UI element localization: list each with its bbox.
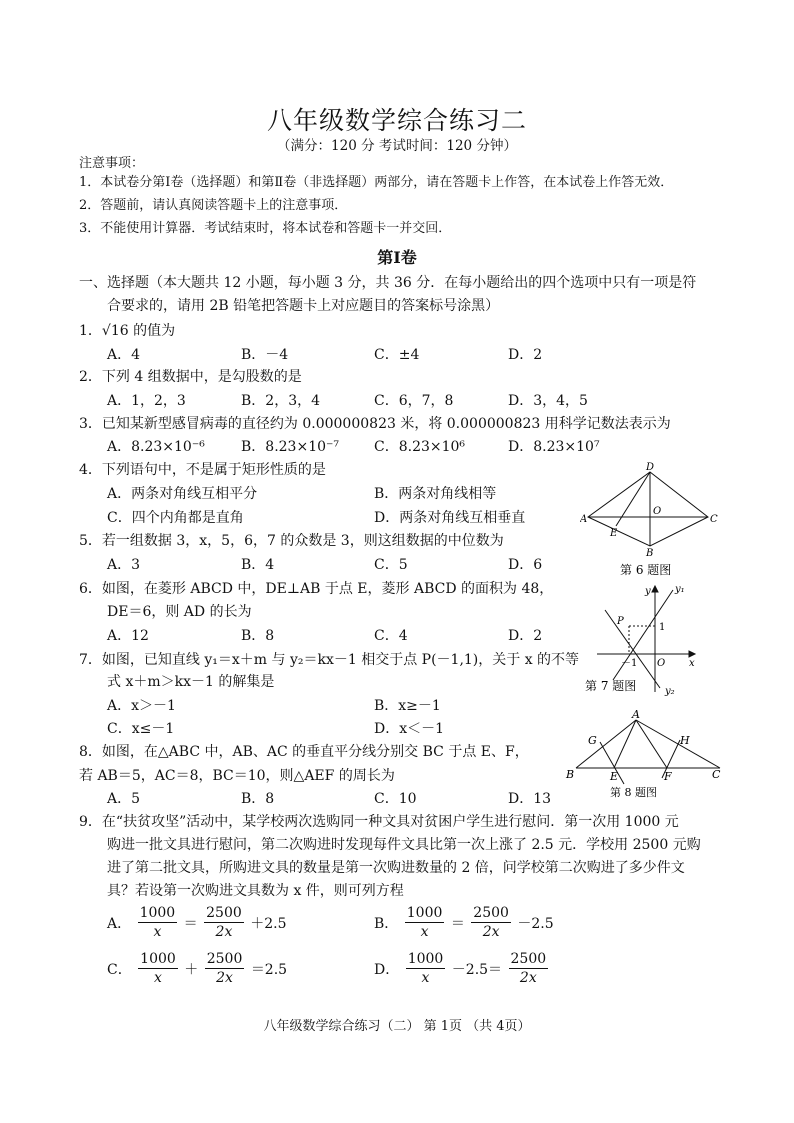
note-item-3: 3．不能使用计算器．考试结束时，将本试卷和答题卡一并交回． — [79, 221, 452, 236]
q9-option-d: D． $\frac{1000}{x}$ －2.5＝ $\frac{2500}{2x}$ — [374, 951, 547, 986]
q2-option-a: A．1，2，3 — [107, 393, 186, 409]
q9-option-c: C． $\frac{1000}{x}$ ＋ $\frac{2500}{2x}$ ＝2.5 — [107, 951, 288, 986]
segment-af — [636, 720, 667, 768]
q7-option-b: B．x≥－1 — [374, 698, 441, 714]
figure-8-triangle — [560, 706, 730, 798]
fig7-label-x: x — [689, 658, 695, 669]
rhombus-outline — [588, 472, 708, 546]
q4-option-a: A．两条对角线互相平分 — [107, 486, 258, 502]
q4-option-c: C．四个内角都是直角 — [107, 510, 244, 526]
x-axis-arrow — [689, 651, 695, 657]
fig8-label-b: B — [566, 768, 575, 781]
q9-stem-line2: 购进一批文具进行慰问，第二次购进时发现每件文具比第一次上涨了 2.5 元．学校用 2500 元购 — [107, 837, 701, 853]
figure-7-lines — [585, 580, 705, 698]
q1-option-d: D．2 — [508, 347, 543, 363]
fig8-label-e: E — [610, 770, 619, 783]
q5-option-a: A．3 — [107, 557, 141, 573]
q4-option-d: D．两条对角线互相垂直 — [374, 510, 526, 526]
q2-option-d: D．3，4，5 — [508, 393, 588, 409]
fig6-label-a: A — [580, 514, 588, 525]
note-item-1: 1．本试卷分第Ⅰ卷（选择题）和第Ⅱ卷（非选择题）两部分，请在答题卡上作答，在本试卷上作答无效． — [79, 175, 674, 190]
fig6-label-c: C — [710, 514, 718, 525]
q2-option-c: C．6，7，8 — [374, 393, 454, 409]
q3-option-b: B．8.23×10⁻⁷ — [241, 439, 340, 455]
fig8-caption: 第 8 题图 — [610, 786, 657, 798]
q4-stem: 4．下列语句中，不是属于矩形性质的是 — [79, 462, 326, 478]
q7-stem: 7．如图，已知直线 y₁＝x＋m 与 y₂＝kx－1 相交于点 P(－1,1)，关于 x 的不等 — [79, 652, 580, 668]
q6-stem: 6．如图，在菱形 ABCD 中，DE⊥AB 于点 E，菱形 ABCD 的面积为 48， — [79, 581, 554, 597]
section-intro-line2: 合要求的，请用 2B 铅笔把答题卡上对应题目的答案标号涂黑） — [107, 298, 500, 314]
q8-option-a: A．5 — [107, 791, 141, 807]
fig7-label-y2: y₂ — [665, 686, 675, 697]
fig7-label-y1: y₁ — [675, 584, 685, 595]
page-footer: 八年级数学综合练习（二） 第 1页 （共 4页） — [263, 1019, 531, 1034]
q7-stem-line2: 式 x＋m＞kx－1 的解集是 — [107, 674, 275, 690]
q2-stem: 2．下列 4 组数据中，是勾股数的是 — [79, 369, 302, 385]
q1-stem: 1．√16 的值为 — [79, 323, 176, 339]
q9-stem-line3: 进了第二批文具，所购进文具的数量是第一次购进数量的 2 倍，问学校第二次购进了多少件文 — [107, 860, 685, 876]
fig8-label-g: G — [588, 734, 597, 747]
q7-option-c: C．x≤－1 — [107, 721, 175, 737]
q9-option-b: B． $\frac{1000}{x}$ ＝ $\frac{2500}{2x}$ －2.5 — [374, 905, 554, 940]
fig6-label-b: B — [646, 548, 654, 559]
segment-ae — [614, 720, 636, 768]
fig6-label-d: D — [646, 462, 655, 473]
segment-ba — [576, 720, 636, 768]
q3-option-a: A．8.23×10⁻⁶ — [107, 439, 205, 455]
figure-6-rhombus — [580, 462, 720, 580]
fig6-caption: 第 6 题图 — [620, 563, 672, 577]
q5-stem: 5．若一组数据 3，x，5，6，7 的众数是 3，则这组数据的中位数为 — [79, 533, 504, 549]
fig8-label-c: C — [712, 768, 721, 781]
score-time-info: （满分：120 分 考试时间：120 分钟） — [277, 138, 517, 154]
q3-stem: 3．已知某新型感冒病毒的直径约为 0.000000823 米，将 0.000000823 用科学记数法表示为 — [79, 416, 671, 432]
segment-de — [616, 472, 650, 526]
section-title: 第Ⅰ卷 — [377, 248, 417, 267]
fig7-label-neg1: －1 — [621, 658, 638, 669]
fig7-label-y: y — [645, 586, 651, 597]
q6-stem-line2: DE＝6，则 AD 的长为 — [107, 604, 252, 620]
fig7-label-o: O — [657, 658, 666, 669]
q8-option-d: D．13 — [508, 791, 552, 807]
fig6-label-e: E — [610, 528, 618, 539]
q7-option-a: A．x＞－1 — [107, 698, 176, 714]
y-axis-arrow — [652, 586, 658, 592]
q9-stem-line4: 具？若设第一次购进文具数为 x 件，则可列方程 — [107, 883, 404, 899]
fig7-label-p: P — [617, 616, 624, 627]
fig8-label-a: A — [632, 708, 640, 721]
q1-option-a: A．4 — [107, 347, 141, 363]
fig8-label-f: F — [664, 770, 672, 783]
q9-stem-line1: 9．在“扶贫攻坚”活动中，某学校两次选购同一种文具对贫困户学生进行慰问．第一次用 1000 元 — [79, 814, 679, 830]
q6-option-d: D．2 — [508, 628, 543, 644]
q3-option-d: D．8.23×10⁷ — [508, 439, 600, 455]
q3-option-c: C．8.23×10⁶ — [374, 439, 466, 455]
fig8-label-h: H — [680, 734, 690, 747]
q1-option-c: C．±4 — [374, 347, 420, 363]
notes-heading: 注意事项： — [79, 156, 145, 171]
q6-option-b: B．8 — [241, 628, 275, 644]
q6-option-c: C．4 — [374, 628, 408, 644]
fig6-label-o: O — [653, 506, 662, 517]
q6-option-a: A．12 — [107, 628, 149, 644]
q8-stem: 8．如图，在△ABC 中，AB、AC 的垂直平分线分别交 BC 于点 E、F， — [79, 744, 529, 760]
q5-option-b: B．4 — [241, 557, 275, 573]
note-item-2: 2．答题前，请认真阅读答题卡上的注意事项． — [79, 198, 348, 213]
q9-option-a: A． $\frac{1000}{x}$ ＝ $\frac{2500}{2x}$ ＋2.5 — [107, 905, 287, 940]
q2-option-b: B．2，3，4 — [241, 393, 321, 409]
fig7-caption: 第 7 题图 — [585, 679, 637, 693]
fig7-label-1: 1 — [659, 622, 666, 633]
q8-option-b: B．8 — [241, 791, 275, 807]
section-intro-line1: 一、选择题（本大题共 12 小题，每小题 3 分，共 36 分．在每小题给出的四个选项中只有一项是符 — [79, 275, 697, 291]
q8-option-c: C．10 — [374, 791, 417, 807]
q4-option-b: B．两条对角线相等 — [374, 486, 497, 502]
page-title: 八年级数学综合练习二 — [266, 106, 527, 135]
q7-option-d: D．x＜－1 — [374, 721, 445, 737]
q8-stem-line2: 若 AB＝5，AC＝8，BC＝10，则△AEF 的周长为 — [79, 768, 395, 784]
q5-option-d: D．6 — [508, 557, 543, 573]
q5-option-c: C．5 — [374, 557, 408, 573]
q1-option-b: B．－4 — [241, 347, 289, 363]
